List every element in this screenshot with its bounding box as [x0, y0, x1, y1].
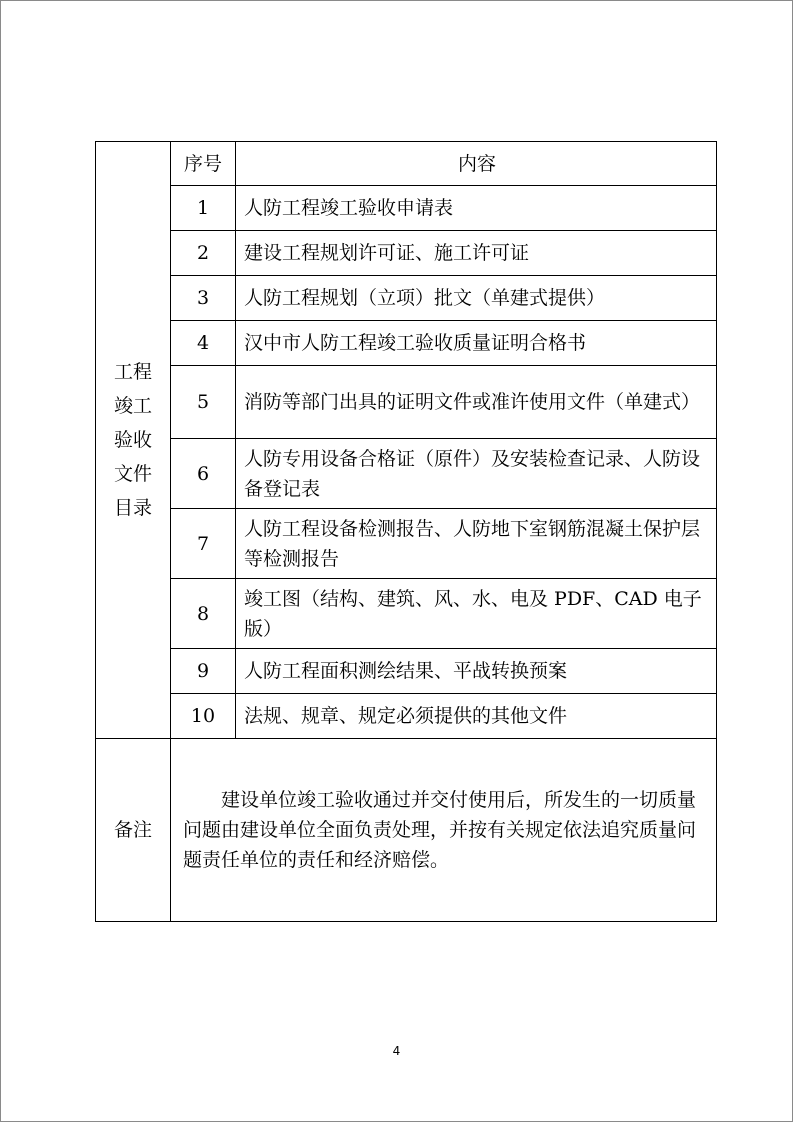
- row-content: 人防工程规划（立项）批文（单建式提供）: [236, 276, 717, 321]
- row-number: 1: [171, 186, 236, 231]
- row-number: 6: [171, 439, 236, 509]
- row-content: 竣工图（结构、建筑、风、水、电及 PDF、CAD 电子版）: [236, 579, 717, 649]
- table-row: [96, 231, 717, 276]
- row-content: 汉中市人防工程竣工验收质量证明合格书: [236, 321, 717, 366]
- table-header-row: [96, 142, 717, 186]
- row-number: 4: [171, 321, 236, 366]
- remark-label: 备注: [96, 739, 171, 922]
- row-number: 3: [171, 276, 236, 321]
- row-number: 7: [171, 509, 236, 579]
- table-row: [96, 366, 717, 439]
- row-number: 2: [171, 231, 236, 276]
- row-content: 消防等部门出具的证明文件或准许使用文件（单建式）: [236, 366, 717, 439]
- page-number: 4: [392, 1044, 401, 1058]
- row-number: 5: [171, 366, 236, 439]
- table-row: [96, 186, 717, 231]
- row-content: 人防工程竣工验收申请表: [236, 186, 717, 231]
- table-row: [96, 276, 717, 321]
- section-label: 工程竣工验收文件目录: [113, 361, 152, 519]
- header-content: 内容: [236, 142, 717, 186]
- table-row: [96, 649, 717, 694]
- row-number: 8: [171, 579, 236, 649]
- row-content: 人防工程设备检测报告、人防地下室钢筋混凝土保护层等检测报告: [236, 509, 717, 579]
- table-row: [96, 321, 717, 366]
- row-number: 9: [171, 649, 236, 694]
- row-content: 法规、规章、规定必须提供的其他文件: [236, 694, 717, 739]
- section-label-cell: [96, 142, 171, 739]
- table-row: [96, 579, 717, 649]
- remark-row: [96, 739, 717, 922]
- row-content: 人防工程面积测绘结果、平战转换预案: [236, 649, 717, 694]
- table-row: [96, 694, 717, 739]
- acceptance-documents-table: [95, 141, 717, 922]
- row-content: 建设工程规划许可证、施工许可证: [236, 231, 717, 276]
- row-number: 10: [171, 694, 236, 739]
- table-row: [96, 509, 717, 579]
- table-row: [96, 439, 717, 509]
- header-number: 序号: [171, 142, 236, 186]
- remark-text: 建设单位竣工验收通过并交付使用后，所发生的一切质量问题由建设单位全面负责处理，并按有关规定依法追究质量问题责任单位的责任和经济赔偿。: [171, 739, 717, 922]
- row-content: 人防专用设备合格证（原件）及安装检查记录、人防设备登记表: [236, 439, 717, 509]
